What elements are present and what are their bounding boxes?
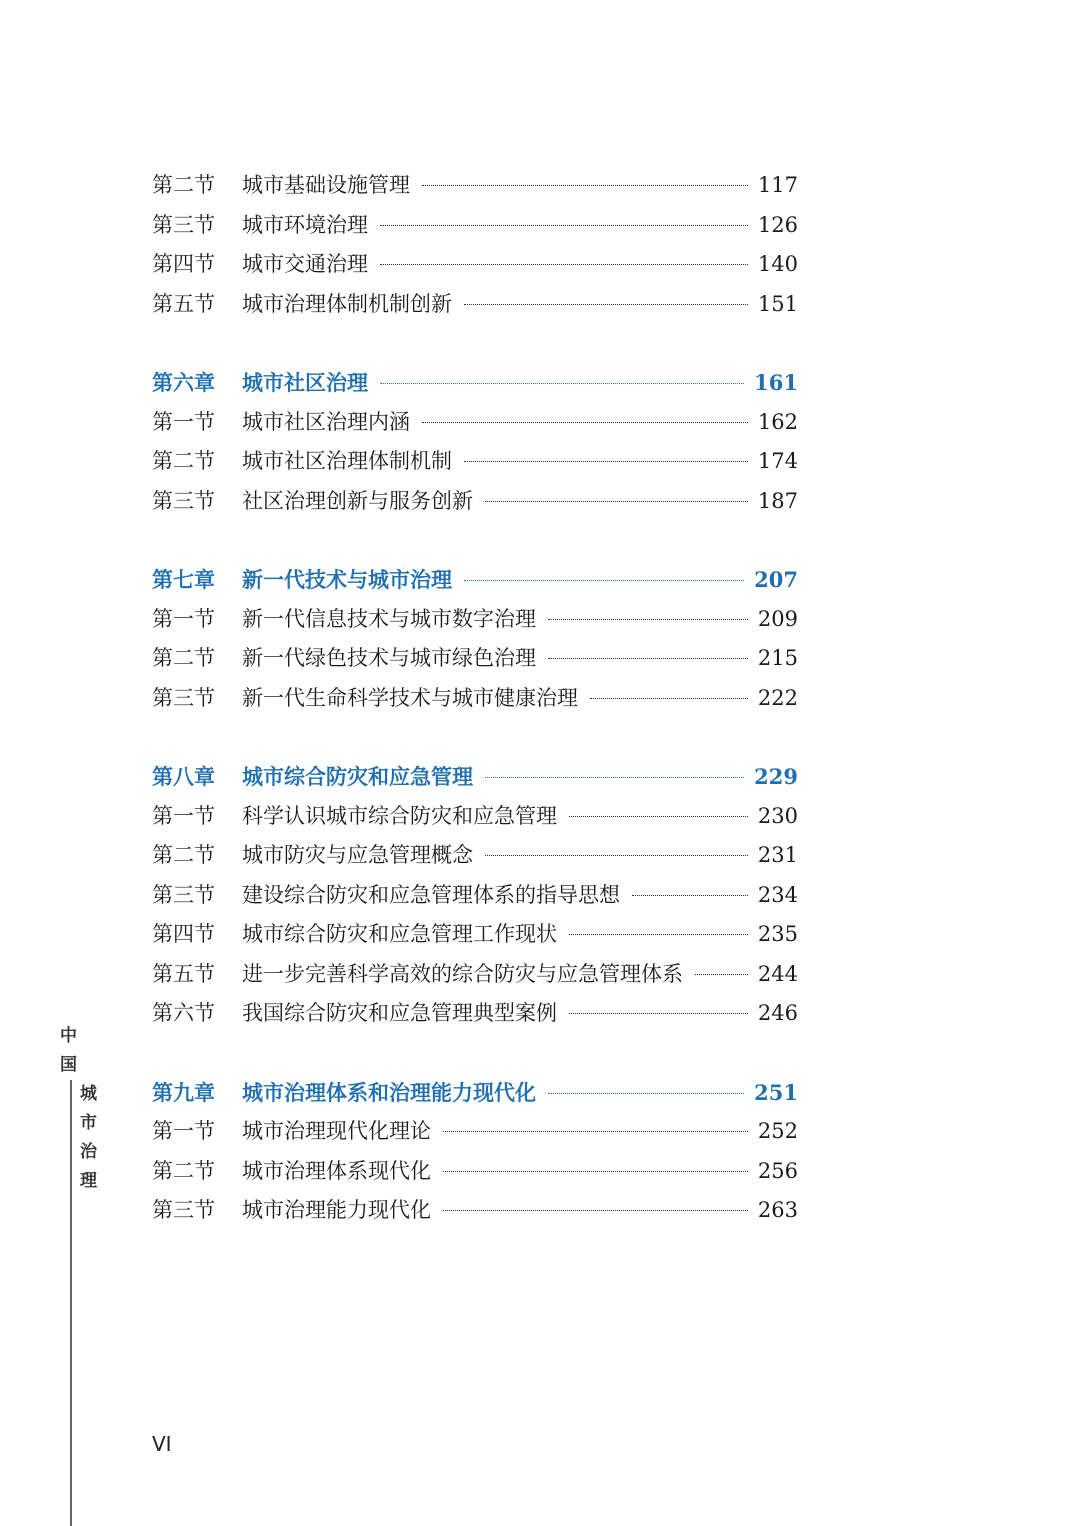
chapter-title: 城市综合防灾和应急管理 xyxy=(242,765,473,789)
section-number: 第二节 xyxy=(152,646,215,670)
section-number: 第三节 xyxy=(152,882,215,907)
toc-entry[interactable] xyxy=(152,1112,798,1152)
toc-entry[interactable] xyxy=(152,876,798,916)
toc-entry[interactable] xyxy=(152,797,798,837)
section-title: 城市社区治理内涵 xyxy=(242,409,410,434)
section-title: 城市社区治理体制机制 xyxy=(242,449,452,473)
page-ref: 162 xyxy=(757,409,798,434)
section-number: 第二节 xyxy=(152,1158,215,1183)
toc-chapter[interactable] xyxy=(152,757,798,797)
chapter-number: 第六章 xyxy=(152,371,215,395)
side-rule xyxy=(70,1080,72,1526)
dot-leader xyxy=(548,658,748,659)
dot-leader xyxy=(485,855,748,856)
section-title: 城市防灾与应急管理概念 xyxy=(242,843,473,867)
section-number: 第三节 xyxy=(152,488,215,513)
dot-leader xyxy=(590,698,748,699)
side-label-part2: 城 市 治 理 xyxy=(80,1084,97,1191)
section-title: 城市基础设施管理 xyxy=(242,173,410,197)
section-title: 城市治理现代化理论 xyxy=(242,1119,431,1143)
toc-chapter[interactable] xyxy=(152,363,798,403)
dot-leader xyxy=(443,1210,748,1211)
section-title: 新一代绿色技术与城市绿色治理 xyxy=(242,646,536,670)
dot-leader xyxy=(632,895,748,896)
page-ref: 187 xyxy=(757,488,798,513)
page-ref: 234 xyxy=(757,882,798,907)
toc-chapter[interactable] xyxy=(152,560,798,600)
toc-group xyxy=(152,1073,798,1231)
section-number: 第三节 xyxy=(152,212,215,237)
dot-leader xyxy=(695,974,748,975)
toc-entry[interactable] xyxy=(152,955,798,995)
section-number: 第二节 xyxy=(152,173,215,197)
toc-group xyxy=(152,560,798,718)
table-of-contents xyxy=(152,166,798,1231)
section-number: 第二节 xyxy=(152,843,215,867)
dot-leader xyxy=(422,422,748,423)
section-number: 第四节 xyxy=(152,252,215,276)
toc-chapter[interactable] xyxy=(152,1073,798,1113)
page-ref: 174 xyxy=(757,449,798,473)
section-title: 城市治理能力现代化 xyxy=(242,1198,431,1222)
dot-leader xyxy=(569,934,748,935)
chapter-number: 第九章 xyxy=(152,1080,215,1105)
dot-leader xyxy=(443,1171,748,1172)
section-title: 新一代生命科学技术与城市健康治理 xyxy=(242,685,578,710)
section-number: 第五节 xyxy=(152,291,215,316)
section-number: 第五节 xyxy=(152,961,215,986)
page-ref: 230 xyxy=(757,803,798,828)
page-ref: 263 xyxy=(757,1198,798,1222)
chapter-number: 第八章 xyxy=(152,765,215,789)
toc-entry[interactable] xyxy=(152,166,798,206)
toc-group xyxy=(152,363,798,521)
section-title: 科学认识城市综合防灾和应急管理 xyxy=(242,803,557,828)
section-title: 建设综合防灾和应急管理体系的指导思想 xyxy=(242,882,620,907)
toc-entry[interactable] xyxy=(152,403,798,443)
chapter-title: 城市社区治理 xyxy=(242,371,368,395)
section-number: 第一节 xyxy=(152,606,215,631)
dot-leader xyxy=(464,304,748,305)
section-title: 新一代信息技术与城市数字治理 xyxy=(242,606,536,631)
section-title: 进一步完善科学高效的综合防灾与应急管理体系 xyxy=(242,961,683,986)
dot-leader xyxy=(380,383,744,384)
section-number: 第四节 xyxy=(152,922,215,946)
page-ref: 256 xyxy=(757,1158,798,1183)
page-ref: 229 xyxy=(754,764,798,789)
page-ref: 161 xyxy=(754,370,798,395)
section-title: 城市治理体系现代化 xyxy=(242,1158,431,1183)
section-number: 第一节 xyxy=(152,803,215,828)
section-title: 城市交通治理 xyxy=(242,252,368,276)
dot-leader xyxy=(485,501,748,502)
page-ref: 246 xyxy=(757,1001,798,1025)
dot-leader xyxy=(569,1013,748,1014)
page-ref: 209 xyxy=(757,606,798,631)
section-title: 城市环境治理 xyxy=(242,212,368,237)
section-title: 城市综合防灾和应急管理工作现状 xyxy=(242,922,557,946)
toc-entry[interactable] xyxy=(152,442,798,482)
section-number: 第一节 xyxy=(152,409,215,434)
toc-group xyxy=(152,166,798,324)
toc-entry[interactable] xyxy=(152,679,798,719)
page-ref: 231 xyxy=(757,843,798,867)
dot-leader xyxy=(569,816,748,817)
page-ref: 215 xyxy=(757,646,798,670)
side-label-part1: 中 国 xyxy=(60,1026,77,1075)
dot-leader xyxy=(548,619,748,620)
toc-entry[interactable] xyxy=(152,836,798,876)
page-ref: 252 xyxy=(757,1119,798,1143)
section-number: 第三节 xyxy=(152,1198,215,1222)
page-ref: 126 xyxy=(757,212,798,237)
dot-leader xyxy=(464,461,748,462)
dot-leader xyxy=(485,777,744,778)
chapter-title: 城市治理体系和治理能力现代化 xyxy=(242,1080,536,1105)
section-number: 第一节 xyxy=(152,1119,215,1143)
section-number: 第三节 xyxy=(152,685,215,710)
page-ref: 235 xyxy=(757,922,798,946)
dot-leader xyxy=(464,580,744,581)
page-ref: 140 xyxy=(757,252,798,276)
dot-leader xyxy=(443,1131,748,1132)
section-number: 第二节 xyxy=(152,449,215,473)
dot-leader xyxy=(380,225,748,226)
section-title: 城市治理体制机制创新 xyxy=(242,291,452,316)
chapter-number: 第七章 xyxy=(152,568,215,592)
toc-entry[interactable] xyxy=(152,1152,798,1192)
toc-entry[interactable] xyxy=(152,245,798,285)
toc-entry[interactable] xyxy=(152,600,798,640)
dot-leader xyxy=(548,1093,744,1094)
page-ref: 207 xyxy=(754,567,798,592)
toc-entry[interactable] xyxy=(152,915,798,955)
page-ref: 117 xyxy=(757,173,798,197)
toc-group xyxy=(152,757,798,1034)
page-ref: 151 xyxy=(757,291,798,316)
section-number: 第六节 xyxy=(152,1001,215,1025)
toc-entry[interactable] xyxy=(152,639,798,679)
dot-leader xyxy=(422,185,748,186)
toc-entry[interactable] xyxy=(152,1191,798,1231)
page-ref: 222 xyxy=(757,685,798,710)
page-number: VI xyxy=(152,1432,172,1456)
chapter-title: 新一代技术与城市治理 xyxy=(242,568,452,592)
toc-entry[interactable] xyxy=(152,206,798,246)
page-ref: 251 xyxy=(754,1079,798,1105)
page-ref: 244 xyxy=(757,961,798,986)
section-title: 社区治理创新与服务创新 xyxy=(242,488,473,513)
toc-entry[interactable] xyxy=(152,994,798,1034)
dot-leader xyxy=(380,264,748,265)
toc-entry[interactable] xyxy=(152,482,798,522)
section-title: 我国综合防灾和应急管理典型案例 xyxy=(242,1001,557,1025)
toc-entry[interactable] xyxy=(152,285,798,325)
